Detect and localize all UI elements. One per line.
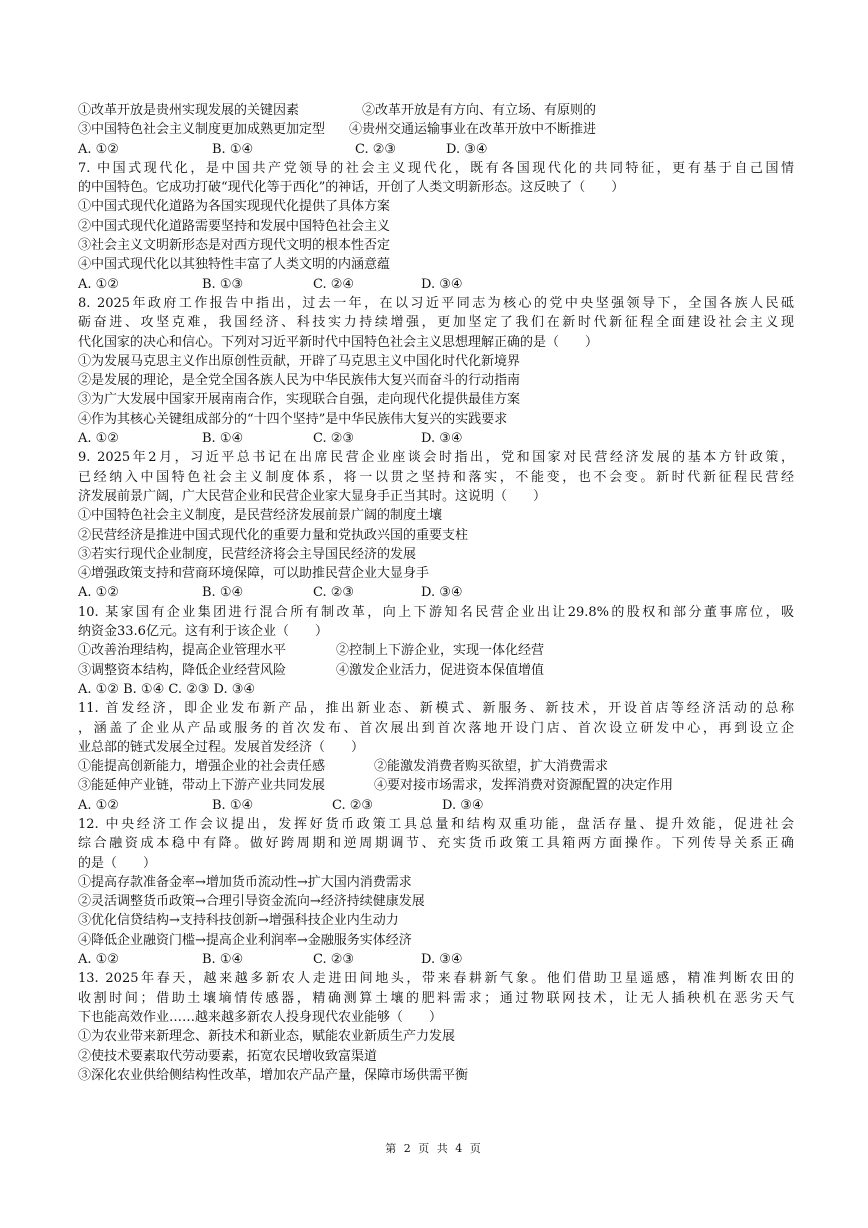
q11-statement-3: ③能延伸产业链，带动上下游产业共同发展 bbox=[78, 778, 326, 794]
q6-statement-3: ③中国特色社会主义制度更加成熟更加定型 bbox=[78, 122, 326, 138]
q8-option-b: B. ①④ bbox=[202, 431, 244, 447]
q10-statements-row-2 bbox=[78, 661, 794, 680]
q10-statement-1: ①改善治理结构，提高企业管理水平 bbox=[78, 643, 287, 659]
q6-options bbox=[78, 140, 794, 159]
q12-option-c: C. ②③ bbox=[313, 952, 355, 968]
q11-statement-1: ①能提高创新能力，增强企业的社会责任感 bbox=[78, 759, 326, 775]
q7-statement-4: ④中国式现代化以其独特性丰富了人类文明的内涵意蕴 bbox=[78, 257, 391, 273]
q12-option-b: B. ①④ bbox=[202, 952, 244, 968]
q9-option-d: D. ③④ bbox=[421, 585, 463, 601]
q11-statements-row-2 bbox=[78, 776, 794, 795]
q10-stem-line-1: 10. 某家国有企业集团进行混合所有制改革，向上下游知名民营企业出让29.8%的股权和部分董事席位，吸 bbox=[78, 604, 794, 620]
q8-statement-4: ④作为其核心关键组成部分的“十四个坚持”是中华民族伟大复兴的实践要求 bbox=[78, 411, 508, 427]
q10-statement-3: ③调整资本结构，降低企业经营风险 bbox=[78, 662, 287, 678]
q11-options bbox=[78, 796, 794, 815]
q8-stem-line-1: 8. 2025年政府工作报告中指出，过去一年，在以习近平同志为核心的党中央坚强领导下，全国各族人民砥 bbox=[78, 295, 794, 311]
q11-option-a: A. ①② bbox=[78, 797, 119, 813]
q9-stem-line-1: 9. 2025年2月，习近平总书记在出席民营企业座谈会时指出，党和国家对民营经济发展的基本方针政策， bbox=[78, 450, 794, 466]
q11-statements-row-1 bbox=[78, 757, 794, 776]
q12-statement-1: ①提高存款准备金率→增加货币流动性→扩大国内消费需求 bbox=[78, 874, 412, 890]
q13-stem-line-2: 收割时间；借助土壤墒情传感器，精确测算土壤的肥料需求；通过物联网技术，让无人插秧机在恶劣天气 bbox=[78, 990, 794, 1006]
q6-statement-1: ①改革开放是贵州实现发展的关键因素 bbox=[78, 103, 300, 118]
q11-option-b: B. ①④ bbox=[212, 797, 254, 813]
q11-stem-line-1: 11. 首发经济，即企业发布新产品，推出新业态、新模式、新服务、新技术，开设首店等经济活动的总称 bbox=[78, 701, 794, 717]
q10-statement-4: ④激发企业活力，促进资本保值增值 bbox=[336, 662, 545, 678]
q7-stem-line-2: 的中国特色。它成功打破“现代化等于西化”的神话，开创了人类文明新形态。这反映了（ ） bbox=[78, 180, 625, 196]
page-number-footer: 第 2 页 共 4 页 bbox=[385, 1142, 483, 1155]
q13-statement-3: ③深化农业供给侧结构性改革，增加农产品产量，保障市场供需平衡 bbox=[78, 1067, 469, 1083]
q8-statement-3: ③为广大发展中国家开展南南合作，实现联合自强，走向现代化提供最佳方案 bbox=[78, 392, 521, 408]
q8-option-c: C. ②③ bbox=[313, 431, 355, 447]
q12-statement-4: ④降低企业融资门槛→提高企业利润率→金融服务实体经济 bbox=[78, 932, 412, 948]
q6-option-c: C. ②③ bbox=[355, 141, 397, 157]
q12-option-d: D. ③④ bbox=[421, 952, 463, 968]
q9-options bbox=[78, 583, 794, 602]
q6-statement-4: ④贵州交通运输事业在改革开放中不断推进 bbox=[349, 122, 597, 138]
q7-stem-line-1: 7. 中国式现代化，是中国共产党领导的社会主义现代化，既有各国现代化的共同特征，更有基于自己国情 bbox=[78, 160, 794, 176]
q13-statement-2: ②使技术要素取代劳动要素，拓宽农民增收致富渠道 bbox=[78, 1048, 378, 1064]
q7-statement-3: ③社会主义文明新形态是对西方现代文明的根本性否定 bbox=[78, 238, 391, 254]
q11-stem-line-3: 业总部的链式发展全过程。发展首发经济（ ） bbox=[78, 739, 365, 755]
q9-option-a: A. ①② bbox=[78, 585, 119, 601]
q9-option-b: B. ①④ bbox=[202, 585, 244, 601]
q12-stem-line-1: 12. 中央经济工作会议提出，发挥好货币政策工具总量和结构双重功能，盘活存量、提升效能，促进社会 bbox=[78, 816, 794, 832]
q9-option-c: C. ②③ bbox=[313, 585, 355, 601]
q9-statement-2: ②民营经济是推进中国式现代化的重要力量和党执政兴国的重要支柱 bbox=[78, 527, 469, 543]
q10-statement-2: ②控制上下游企业，实现一体化经营 bbox=[336, 643, 545, 659]
q9-statement-1: ①中国特色社会主义制度，是民营经济发展前景广阔的制度土壤 bbox=[78, 508, 443, 524]
q12-statement-2: ②灵活调整货币政策→合理引导资金流向→经济持续健康发展 bbox=[78, 894, 425, 910]
q9-statement-4: ④增强政策支持和营商环境保障，可以助推民营企业大显身手 bbox=[78, 566, 430, 582]
q12-stem-line-2: 综合融资成本稳中有降。做好跨周期和逆周期调节、充实货币政策工具箱两方面操作。下列传导关系正确 bbox=[78, 836, 794, 852]
q7-option-b: B. ①③ bbox=[202, 276, 244, 292]
q11-statement-2: ②能激发消费者购买欲望，扩大消费需求 bbox=[374, 759, 609, 775]
q10-statements-row-1 bbox=[78, 641, 794, 660]
q12-statement-3: ③优化信贷结构→支持科技创新→增强科技企业内生动力 bbox=[78, 913, 399, 929]
q10-stem-line-2: 纳资金33.6亿元。这有利于该企业（ ） bbox=[78, 624, 328, 640]
q11-stem-line-2: ，涵盖了企业从产品或服务的首次发布、首次展出到首次落地开设门店、首次设立研发中心，再到设立企 bbox=[78, 720, 794, 736]
q11-statement-4: ④要对接市场需求，发挥消费对资源配置的决定作用 bbox=[374, 778, 674, 794]
q12-options bbox=[78, 950, 794, 969]
q9-statement-3: ③若实行现代企业制度，民营经济将会主导国民经济的发展 bbox=[78, 546, 417, 562]
q12-stem-line-3: 的是（ ） bbox=[78, 855, 157, 871]
q8-options bbox=[78, 429, 794, 448]
q7-option-d: D. ③④ bbox=[421, 276, 463, 292]
q8-stem-line-3: 代化国家的决心和信心。下列对习近平新时代中国特色社会主义思想理解正确的是（ ） bbox=[78, 334, 599, 350]
q6-statement-2: ②改革开放是有方向、有立场、有原则的 bbox=[362, 103, 597, 118]
q8-statement-1: ①为发展马克思主义作出原创性贡献，开辟了马克思主义中国化时代化新境界 bbox=[78, 353, 521, 369]
q6-option-a: A. ①② bbox=[78, 141, 119, 157]
q7-statement-1: ①中国式现代化道路为各国实现现代化提供了具体方案 bbox=[78, 199, 391, 215]
q10-options: A. ①② B. ①④ C. ②③ D. ③④ bbox=[78, 681, 256, 697]
q7-statement-2: ②中国式现代化道路需要坚持和发展中国特色社会主义 bbox=[78, 218, 391, 234]
exam-page-body bbox=[78, 101, 794, 1085]
q6-statements-row-1 bbox=[78, 101, 794, 120]
q13-stem-line-3: 下也能高效作业……越来越多新农人投身现代农业能够（ ） bbox=[78, 1009, 443, 1025]
q7-options bbox=[78, 275, 794, 294]
q9-stem-line-2: 已经纳入中国特色社会主义制度体系，将一以贯之坚持和落实，不能变，也不会变。新时代新征程民营经 bbox=[78, 469, 794, 485]
q8-option-d: D. ③④ bbox=[421, 431, 463, 447]
q7-option-a: A. ①② bbox=[78, 276, 119, 292]
q6-option-b: B. ①④ bbox=[212, 141, 254, 157]
q12-option-a: A. ①② bbox=[78, 952, 119, 968]
q8-stem-line-2: 砺奋进、攻坚克难，我国经济、科技实力持续增强，更加坚定了我们在新时代新征程全面建设社会主义现 bbox=[78, 315, 794, 331]
q8-statement-2: ②是发展的理论，是全党全国各族人民为中华民族伟大复兴而奋斗的行动指南 bbox=[78, 373, 521, 389]
q11-option-c: C. ②③ bbox=[332, 797, 374, 813]
q13-statement-1: ①为农业带来新理念、新技术和新业态，赋能农业新质生产力发展 bbox=[78, 1029, 456, 1045]
q13-stem-line-1: 13. 2025年春天，越来越多新农人走进田间地头，带来春耕新气象。他们借助卫星遥感，精准判断农田的 bbox=[78, 971, 794, 987]
q6-option-d: D. ③④ bbox=[446, 141, 488, 157]
q6-statements-row-2 bbox=[78, 120, 794, 139]
q7-option-c: C. ②④ bbox=[313, 276, 355, 292]
q9-stem-line-3: 济发展前景广阔，广大民营企业和民营企业家大显身手正当其时。这说明（ ） bbox=[78, 488, 547, 504]
q8-option-a: A. ①② bbox=[78, 431, 119, 447]
q11-option-d: D. ③④ bbox=[442, 797, 484, 813]
